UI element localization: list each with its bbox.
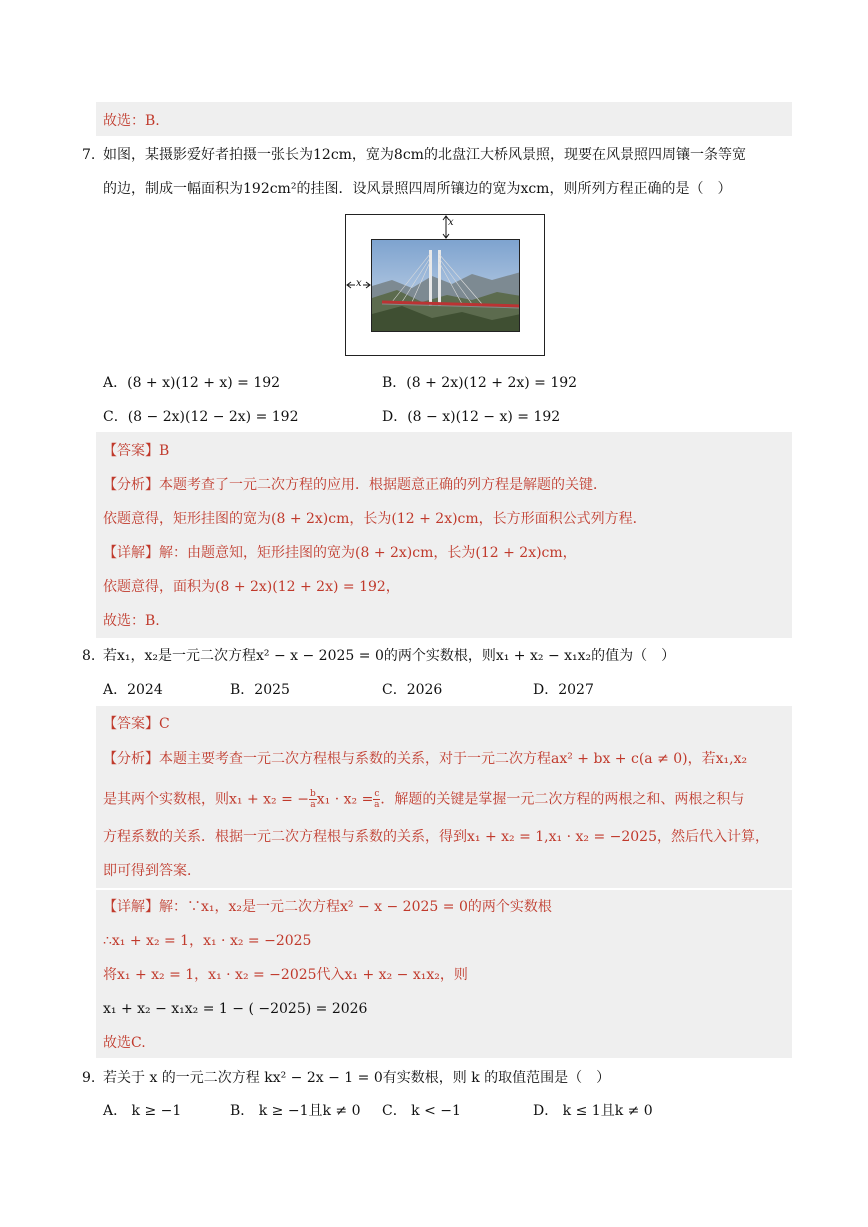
q8-detail-line1 <box>103 897 552 917</box>
q8-detail-tag: 【详解】 <box>103 899 159 915</box>
q7-detail-line2: 依题意得，面积为(8 + 2x)(12 + 2x) = 192， <box>103 579 400 595</box>
q9-option-a: A． k ≥ −1 <box>103 1103 182 1119</box>
q8-analysis-text-2c: ．解题的关键是掌握一元二次方程的两根之和、两根之积与 <box>380 791 745 808</box>
bridge-photo <box>371 239 520 332</box>
q9-option-c: C． k < −1 <box>382 1103 461 1119</box>
q7-option-b: B．(8 + 2x)(12 + 2x) = 192 <box>382 375 578 391</box>
q7-option-c: C．(8 − 2x)(12 − 2x) = 192 <box>103 409 299 425</box>
q8-option-c: C．2026 <box>382 682 443 698</box>
q8-analysis-line2 <box>103 789 744 810</box>
fraction-b-over-a-numerator: b <box>310 789 316 799</box>
q8-analysis-line4: 即可得到答案． <box>103 863 201 879</box>
q7-answer: 【答案】B <box>103 443 170 459</box>
fraction-b-over-a-denominator: a <box>310 800 316 810</box>
q7-final-answer: 故选：B. <box>103 613 160 629</box>
q8-detail-text-1: 解：∵x₁，x₂是一元二次方程x² − x − 2025 = 0的两个实数根 <box>159 899 552 915</box>
q7-detail-text: 解：由题意知，矩形挂图的宽为(8 + 2x)cm，长为(12 + 2x)cm， <box>159 545 577 561</box>
q8-option-a: A．2024 <box>103 682 163 698</box>
q7-option-d: D．(8 − x)(12 − x) = 192 <box>382 409 561 425</box>
q7-stem-line2: 的边，制成一幅面积为192cm²的挂图．设风景照四周所镶边的宽为xcm，则所列方程正确的是（ ） <box>103 181 732 197</box>
q8-number: 8. <box>82 648 96 664</box>
q8-analysis-tag: 【分析】 <box>103 751 159 767</box>
q7-number: 7. <box>82 147 96 163</box>
q8-analysis-line1 <box>103 749 747 769</box>
q7-detail-line1 <box>103 543 577 563</box>
q7-analysis-tag: 【分析】 <box>103 477 159 493</box>
fraction-c-over-a-numerator: c <box>374 789 380 799</box>
q8-detail-line2: ∴x₁ + x₂ = 1，x₁ · x₂ = −2025 <box>103 933 312 949</box>
q8-final-answer: 故选C. <box>103 1035 146 1051</box>
left-label-x: x <box>356 278 362 289</box>
fraction-b-over-a <box>309 789 317 810</box>
q8-detail-line3: 将x₁ + x₂ = 1，x₁ · x₂ = −2025代入x₁ + x₂ − x₁x₂，则 <box>103 967 468 983</box>
answer-block-prev <box>96 102 792 136</box>
q7-analysis-line2: 依题意得，矩形挂图的宽为(8 + 2x)cm，长为(12 + 2x)cm，长方形面积公式列方程． <box>103 511 647 527</box>
q7-stem-line1: 如图，某摄影爱好者拍摄一张长为12cm，宽为8cm的北盘江大桥风景照，现要在风景照四周镶一条等宽 <box>103 147 746 163</box>
q8-analysis-text-1: 本题主要考查一元二次方程根与系数的关系，对于一元二次方程ax² + bx + c(a ≠ 0)，若x₁,x₂ <box>159 751 748 767</box>
q9-option-b: B． k ≥ −1且k ≠ 0 <box>230 1103 361 1119</box>
prev-final-answer: 故选：B. <box>103 113 160 129</box>
q8-answer: 【答案】C <box>103 716 170 732</box>
q9-option-d: D． k ≤ 1且k ≠ 0 <box>533 1103 653 1119</box>
q8-analysis-text-2b: x₁ · x₂ = <box>316 791 374 808</box>
q8-detail-line4: x₁ + x₂ − x₁x₂ = 1 − ( −2025) = 2026 <box>103 1001 368 1017</box>
q9-stem: 若关于 x 的一元二次方程 kx² − 2x − 1 = 0有实数根，则 k 的取值范围是（ ） <box>103 1070 611 1086</box>
q7-detail-tag: 【详解】 <box>103 545 159 561</box>
bridge-image-icon <box>372 240 520 332</box>
q8-stem: 若x₁，x₂是一元二次方程x² − x − 2025 = 0的两个实数根，则x₁ + x₂ − x₁x₂的值为（ ） <box>103 648 676 664</box>
q8-option-d: D．2027 <box>533 682 594 698</box>
q7-figure <box>345 214 545 356</box>
q8-option-b: B．2025 <box>230 682 290 698</box>
answer-block-q7 <box>96 432 792 638</box>
q7-analysis-text: 本题考查了一元二次方程的应用．根据题意正确的列方程是解题的关键． <box>159 477 607 493</box>
q8-analysis-line3: 方程系数的关系．根据一元二次方程根与系数的关系，得到x₁ + x₂ = 1,x₁ · x₂ = −2025，然后代入计算， <box>103 829 769 845</box>
q7-option-a: A．(8 + x)(12 + x) = 192 <box>103 375 281 391</box>
fraction-c-over-a-denominator: a <box>374 800 380 810</box>
q8-analysis-text-2a: 是其两个实数根，则x₁ + x₂ = − <box>103 791 310 808</box>
q7-analysis-line1 <box>103 475 607 495</box>
q9-number: 9. <box>82 1070 96 1086</box>
top-label-x: x <box>448 217 454 228</box>
